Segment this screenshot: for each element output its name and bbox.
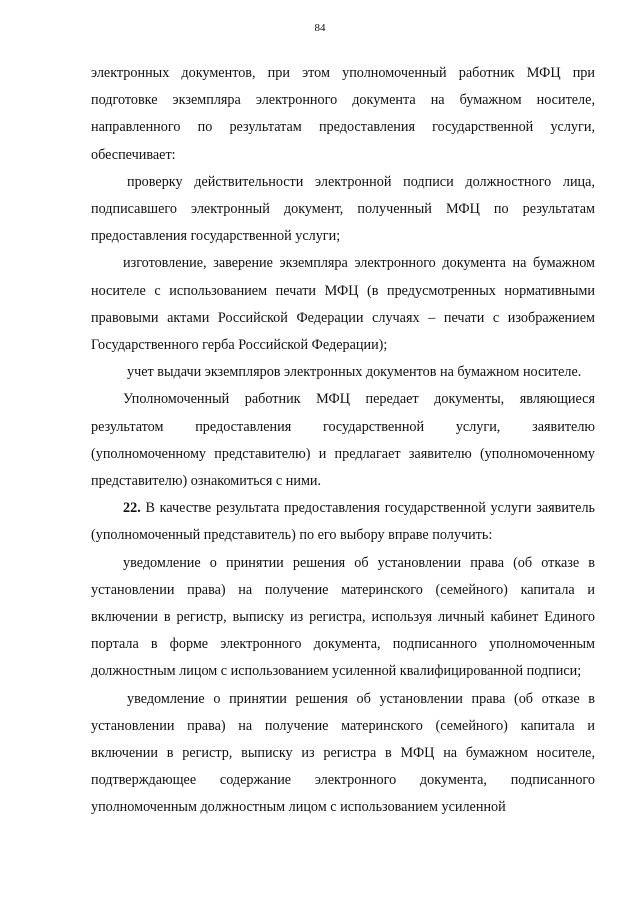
paragraph-22: [91, 495, 595, 549]
paragraph-signature-check: проверку действительности электронной подписи должностного лица, подписавшего электронный документ, полученный МФЦ по результатам предоставления государственной услуги;: [91, 173, 595, 245]
document-body: [91, 60, 595, 822]
paragraph-22-text: В качестве результата предоставления государственной услуги заявитель (уполномоченный представитель) по его выбору вправе получить:: [91, 500, 595, 544]
paragraph-issuance-record: учет выдачи экземпляров электронных документов на бумажном носителе.: [127, 364, 582, 381]
paragraph-transfer: Уполномоченный работник МФЦ передает документы, являющиеся результатом предоставления государственной услуги, заявителю (уполномоченному представителю) и предлагает заявителю (уполномоченному представителю) ознакомиться с ними.: [91, 391, 595, 490]
paragraph-notice-paper: уведомление о принятии решения об установлении права (об отказе в установлении права) на получение материнского (семейного) капитала и включении в регистр, выписку из регистра в МФЦ на бумажном носителе, подтверждающее содержание электронного документа, подписанного уполномоченным должностным лицом с использованием усиленной: [91, 690, 595, 816]
paragraph-notice-electronic: уведомление о принятии решения об установлении права (об отказе в установлении права) на получение материнского (семейного) капитала и включении в регистр, выписку из регистра, используя личный кабинет Единого портала в форме электронного документа, подписанного уполномоченным должностным лицом с использованием усиленной квалифицированной подписи;: [91, 554, 595, 680]
page-number: 84: [314, 22, 326, 34]
paragraph-continuation: электронных документов, при этом уполномоченный работник МФЦ при подготовке экземпляра электронного документа на бумажном носителе, направленного по результатам предоставления государственной услуги, обеспечивает:: [91, 65, 595, 163]
item-number: 22.: [123, 500, 141, 517]
paragraph-certification: изготовление, заверение экземпляра электронного документа на бумажном носителе с использованием печати МФЦ (в предусмотренных нормативными правовыми актами Российской Федерации случаях – печати с изображением Государственного герба Российской Федерации);: [91, 255, 595, 354]
